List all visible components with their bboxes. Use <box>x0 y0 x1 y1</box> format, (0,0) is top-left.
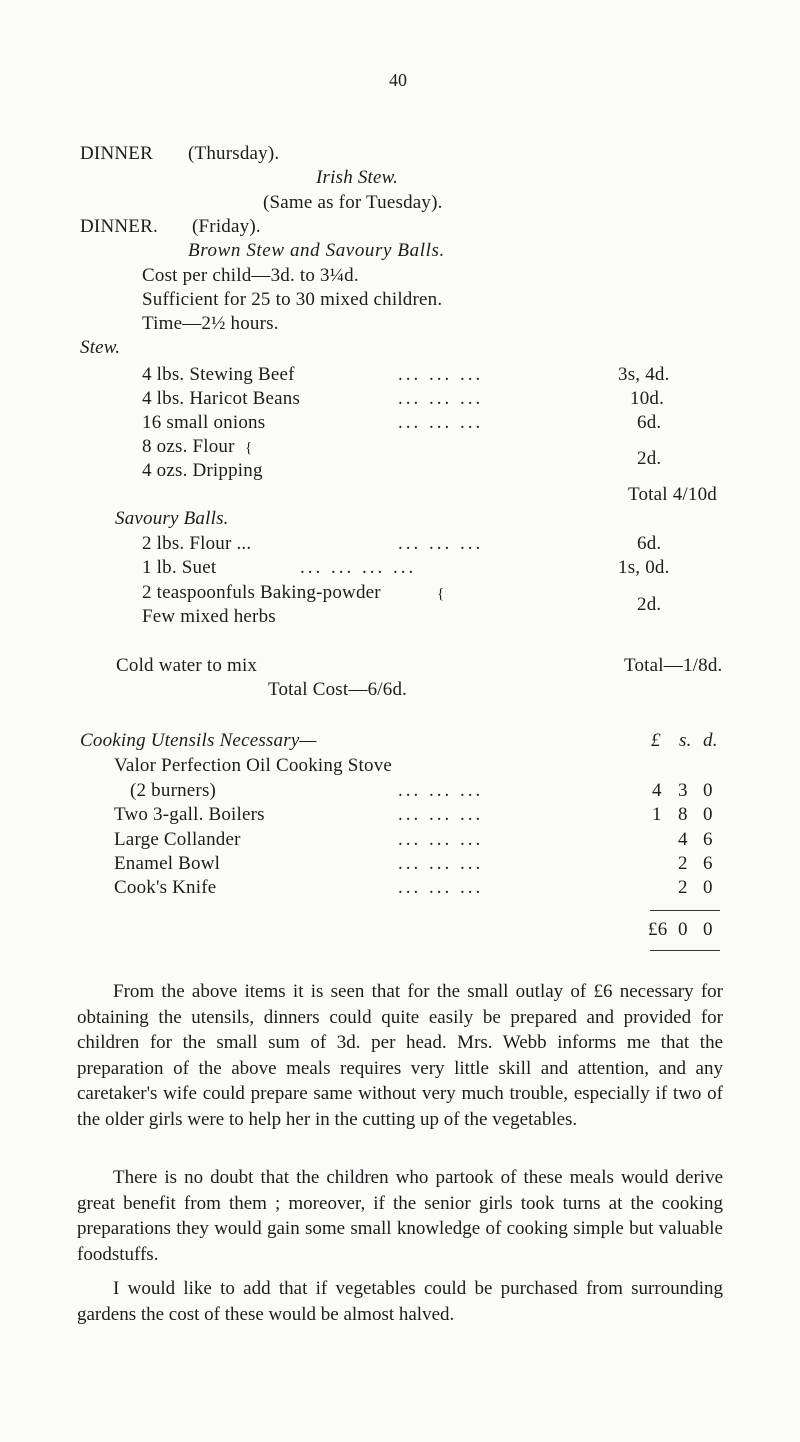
savoury-item: 2 teaspoonfuls Baking-powder <box>142 582 381 603</box>
savoury-total: Total—1/8d. <box>624 655 723 676</box>
total-shillings: 0 <box>678 919 688 940</box>
savoury-price: 2d. <box>637 594 662 615</box>
leader-dots: ... ... ... <box>398 364 484 385</box>
friday-dish: Brown Stew and Savoury Balls. <box>188 240 445 261</box>
leader-dots: ... ... ... <box>398 412 484 433</box>
stew-price: 10d. <box>630 388 665 409</box>
utensil-item: Valor Perfection Oil Cooking Stove <box>114 755 393 776</box>
leader-dots: ... ... ... <box>398 804 484 825</box>
savoury-price: 1s, 0d. <box>618 557 670 578</box>
amount-pence: 0 <box>703 804 713 825</box>
brace-icon: { <box>437 586 445 602</box>
total-pence: 0 <box>703 919 713 940</box>
utensil-item: Two 3-gall. Boilers <box>114 804 265 825</box>
friday-cost: Cost per child—3d. to 3¼d. <box>142 265 359 286</box>
savoury-price: 6d. <box>637 533 662 554</box>
leader-dots: ... ... ... <box>398 780 484 801</box>
utensils-heading: Cooking Utensils Necessary— <box>80 730 317 751</box>
amount-pence: 0 <box>703 877 713 898</box>
stew-total: Total 4/10d <box>628 484 717 505</box>
stew-price: 2d. <box>637 448 662 469</box>
amount-pounds: 4 <box>652 780 662 801</box>
friday-sufficient: Sufficient for 25 to 30 mixed children. <box>142 289 443 310</box>
utensil-item: (2 burners) <box>130 780 217 801</box>
thursday-heading: DINNER <box>80 143 153 164</box>
utensil-item: Enamel Bowl <box>114 853 221 874</box>
sum-rule <box>650 950 720 951</box>
amount-pence: 0 <box>703 780 713 801</box>
amount-shillings: 2 <box>678 853 688 874</box>
paragraph: From the above items it is seen that for the small outlay of £6 necessary for obtaining the utensils, dinners could quite easily be prepared and provided for children for the small sum of 3d. per head. Mrs. Webb informs me that the preparation of the above meals requires very little skill and attention, and any caretaker's wife could prepare same without very much trouble, especially if two of the older girls were to help her in the cutting up of the vegetables. <box>77 981 723 1130</box>
col-pounds: £ <box>651 730 661 751</box>
page-number: 40 <box>389 70 407 90</box>
friday-heading: DINNER. <box>80 216 158 237</box>
sum-rule <box>650 910 720 911</box>
amount-pence: 6 <box>703 829 713 850</box>
stew-price: 3s, 4d. <box>618 364 670 385</box>
utensil-item: Large Collander <box>114 829 241 850</box>
thursday-dish: Irish Stew. <box>316 167 399 188</box>
amount-shillings: 4 <box>678 829 688 850</box>
leader-dots: ... ... ... <box>398 533 484 554</box>
friday-time: Time—2½ hours. <box>142 313 279 334</box>
thursday-note: (Same as for Tuesday). <box>263 192 443 213</box>
stew-item: 4 lbs. Stewing Beef <box>142 364 295 385</box>
savoury-item: 2 lbs. Flour ... <box>142 533 252 554</box>
stew-label: Stew. <box>80 337 121 358</box>
brace-icon: { <box>245 440 253 456</box>
amount-pounds: 1 <box>652 804 662 825</box>
amount-shillings: 8 <box>678 804 688 825</box>
savoury-item: Few mixed herbs <box>142 606 276 627</box>
thursday-day: (Thursday). <box>188 143 280 164</box>
leader-dots: ... ... ... <box>398 388 484 409</box>
total-cost: Total Cost—6/6d. <box>268 679 408 700</box>
leader-dots: ... ... ... <box>398 877 484 898</box>
stew-item: 16 small onions <box>142 412 266 433</box>
utensil-item: Cook's Knife <box>114 877 217 898</box>
savoury-item: 1 lb. Suet <box>142 557 217 578</box>
col-shillings: s. <box>679 730 692 751</box>
col-pence: d. <box>703 730 718 751</box>
leader-dots: ... ... ... <box>398 853 484 874</box>
stew-item: 4 ozs. Dripping <box>142 460 263 481</box>
stew-item: 8 ozs. Flour <box>142 436 235 457</box>
stew-item: 4 lbs. Haricot Beans <box>142 388 301 409</box>
savoury-label: Savoury Balls. <box>115 508 229 529</box>
paragraph: I would like to add that if vegetables could be purchased from surrounding gardens the cost of these would be almost halved. <box>77 1278 723 1325</box>
amount-shillings: 2 <box>678 877 688 898</box>
cold-water-note: Cold water to mix <box>116 655 258 676</box>
leader-dots: ... ... ... ... <box>300 557 417 578</box>
friday-day: (Friday). <box>192 216 261 237</box>
total-pounds: £6 <box>648 919 668 940</box>
leader-dots: ... ... ... <box>398 829 484 850</box>
amount-pence: 6 <box>703 853 713 874</box>
amount-shillings: 3 <box>678 780 688 801</box>
stew-price: 6d. <box>637 412 662 433</box>
paragraph: There is no doubt that the children who partook of these meals would derive great benefit from them ; moreover, if the senior girls took turns at the cooking preparations they would gain some small knowledge of cooking simple but valuable foodstuffs. <box>77 1167 723 1265</box>
